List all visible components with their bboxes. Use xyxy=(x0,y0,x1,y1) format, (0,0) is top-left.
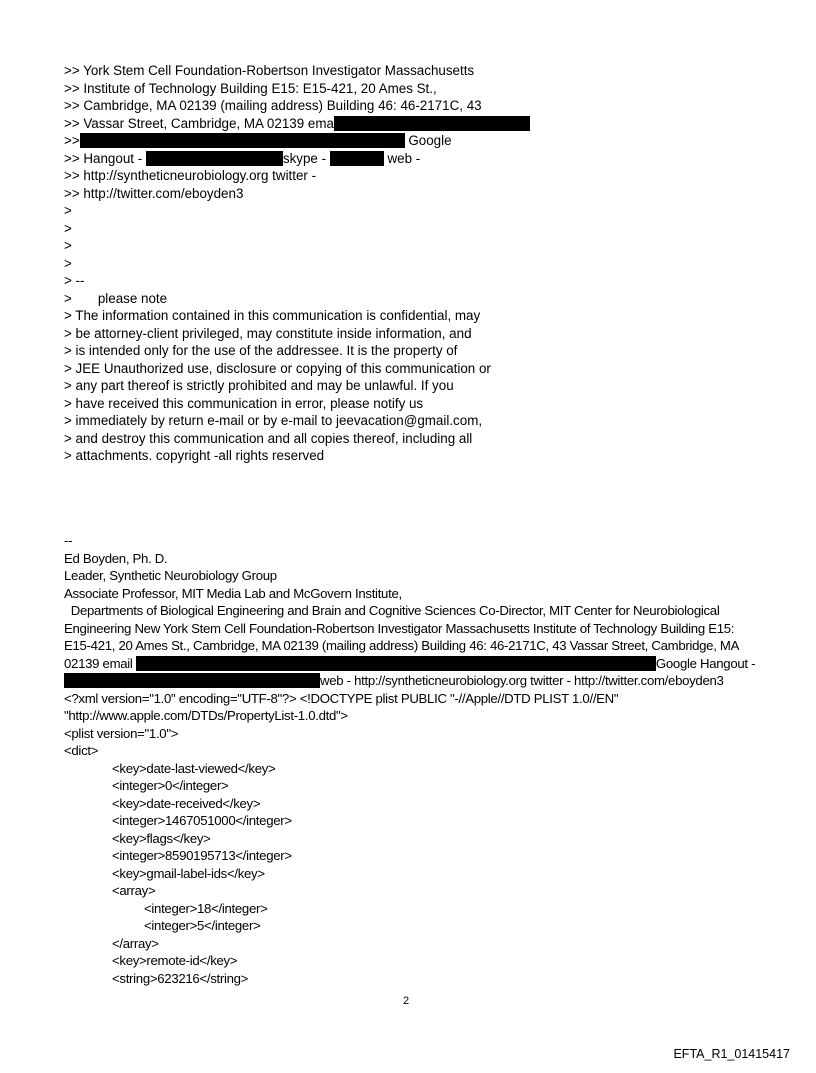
signature-title: Leader, Synthetic Neurobiology Group xyxy=(64,568,277,583)
text-line: >> Cambridge, MA 02139 (mailing address) Building 46: 46-2171C, 43 xyxy=(64,98,482,113)
plist-line: "http://www.apple.com/DTDs/PropertyList-1.0.dtd"> xyxy=(64,708,348,723)
text-line: >> Institute of Technology Building E15: E15-421, 20 Ames St., xyxy=(64,80,437,96)
text-line: > have received this communication in error, please notify us xyxy=(64,395,424,411)
text: Google xyxy=(404,133,452,148)
text-line: > xyxy=(64,255,72,271)
signature-separator: -- xyxy=(64,533,73,548)
text-line: > be attorney-client privileged, may constitute inside information, and xyxy=(64,325,472,341)
signature-block xyxy=(64,532,755,987)
text-line: > xyxy=(64,238,72,253)
plist-line: <key>remote-id</key> xyxy=(112,953,238,968)
text-line: > xyxy=(64,203,72,218)
plist-line: <dict> xyxy=(64,743,99,758)
text: >> xyxy=(64,133,80,148)
plist-line: <key>date-received</key> xyxy=(112,795,261,811)
text: Google Hangout - xyxy=(655,655,756,671)
redaction-box xyxy=(80,133,405,148)
text-line: >> http://twitter.com/eboyden3 xyxy=(64,185,244,201)
text-line: > -- xyxy=(64,273,85,288)
plist-line: <key>date-last-viewed</key> xyxy=(112,760,276,776)
text-line: > JEE Unauthorized use, disclosure or copying of this communication or xyxy=(64,360,491,376)
redaction-box xyxy=(146,151,283,166)
text-line: > please note xyxy=(64,290,168,306)
text-line: Departments of Biological Engineering and Brain and Cognitive Sciences Co-Director, MIT Center for Neurobiological xyxy=(64,603,720,618)
redaction-box xyxy=(64,673,320,688)
text-line xyxy=(64,655,755,673)
plist-line: <key>gmail-label-ids</key> xyxy=(112,865,265,881)
text-line: > any part thereof is strictly prohibited and may be unlawful. If you xyxy=(64,378,454,393)
text: >> Hangout - xyxy=(64,150,146,166)
text-line: > immediately by return e-mail or by e-mail to jeevacation@gmail.com, xyxy=(64,413,483,428)
plist-line: <integer>8590195713</integer> xyxy=(112,848,292,863)
plist-line: <string>623216</string> xyxy=(112,970,249,986)
redaction-box xyxy=(136,656,656,671)
quoted-email-block xyxy=(64,62,530,465)
text: skype - xyxy=(282,150,330,166)
text-line xyxy=(64,672,755,690)
text-line: > is intended only for the use of the addressee. It is the property of xyxy=(64,343,458,358)
signature-position: Associate Professor, MIT Media Lab and McGovern Institute, xyxy=(64,585,402,601)
bates-number: EFTA_R1_01415417 xyxy=(673,1047,790,1061)
plist-line: <?xml version="1.0" encoding="UTF-8"?> <!DOCTYPE plist PUBLIC "-//Apple//DTD PLIST 1.0//EN" xyxy=(64,690,619,706)
plist-line: <key>flags</key> xyxy=(112,830,211,846)
plist-line: <integer>5</integer> xyxy=(144,918,261,933)
text-line: > attachments. copyright -all rights reserved xyxy=(64,448,325,463)
text-line: >> York Stem Cell Foundation-Robertson Investigator Massachusetts xyxy=(64,63,475,78)
text-line: > The information contained in this communication is confidential, may xyxy=(64,308,481,323)
text: web - xyxy=(383,150,421,166)
plist-line: <array> xyxy=(112,883,156,898)
text: web - http://syntheticneurobiology.org twitter - http://twitter.com/eboyden3 xyxy=(320,673,724,688)
plist-line: <integer>1467051000</integer> xyxy=(112,813,292,828)
text-line xyxy=(64,150,530,168)
text-line xyxy=(64,115,530,133)
text-line: Engineering New York Stem Cell Foundation-Robertson Investigator Massachusetts Institute of Technology Building E15: xyxy=(64,620,735,636)
plist-line: <plist version="1.0"> xyxy=(64,725,179,741)
text-line: > and destroy this communication and all copies thereof, including all xyxy=(64,430,473,446)
text-line: E15-421, 20 Ames St., Cambridge, MA 02139 (mailing address) Building 46: 46-2171C, 43 Vassar Street, Cambridge, MA xyxy=(64,638,740,653)
text-line xyxy=(64,132,530,150)
redaction-box xyxy=(334,116,530,131)
plist-line: <integer>0</integer> xyxy=(112,778,229,793)
text-line: > xyxy=(64,220,72,236)
signature-name: Ed Boyden, Ph. D. xyxy=(64,550,168,566)
page-number: 2 xyxy=(403,995,410,1007)
plist-line: <integer>18</integer> xyxy=(144,900,268,916)
redaction-box xyxy=(330,151,384,166)
text: >> Vassar Street, Cambridge, MA 02139 ema xyxy=(64,115,334,131)
text: 02139 email xyxy=(64,655,136,671)
plist-line: </array> xyxy=(112,935,159,951)
text-line: >> http://syntheticneurobiology.org twitter - xyxy=(64,168,317,183)
